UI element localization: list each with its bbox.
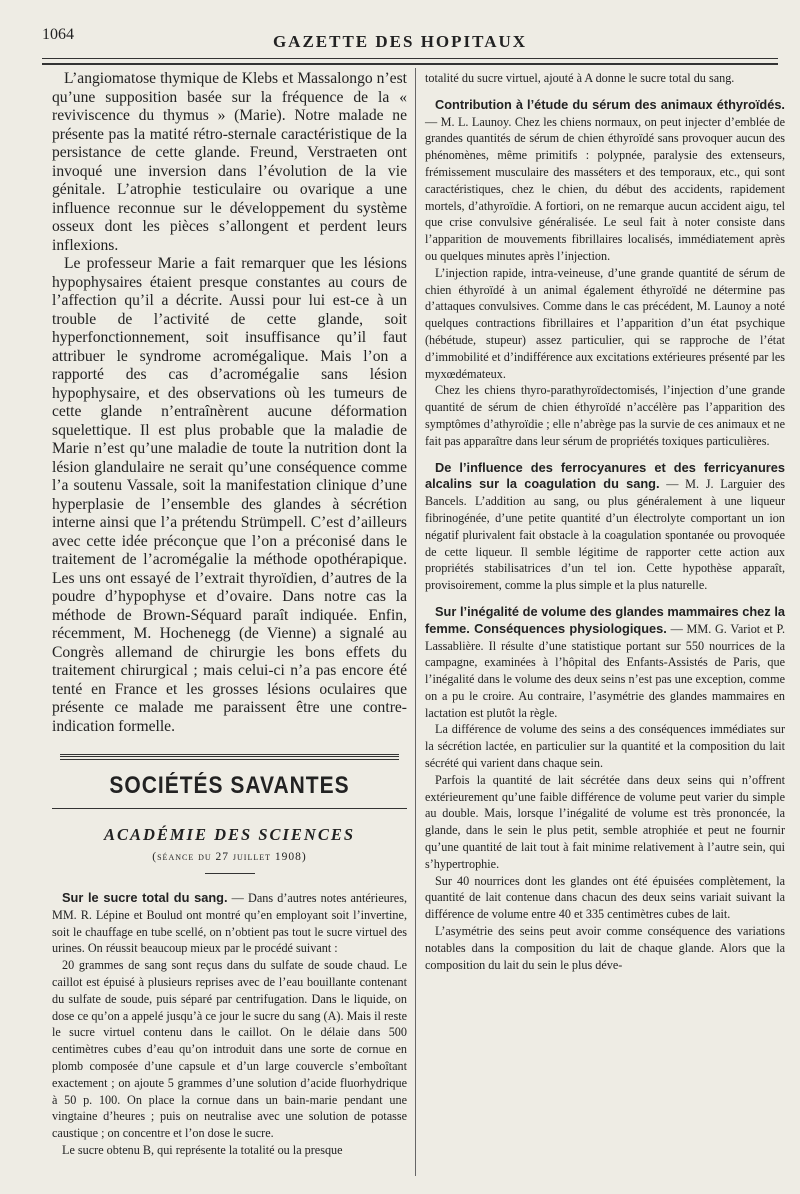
paragraph: Sur 40 nourrices dont les glandes ont été épuisées complètement, la quantité de lait contenue dans chacun des deux seins variait suivant la différence de volume entre 40 et 335 centimètres cubes de lait.	[425, 873, 785, 922]
section-rule-bottom	[52, 808, 407, 809]
article-heading: Sur l’inégalité de volume des glandes mammaires chez la femme. Conséquences physiologiques.	[425, 603, 785, 636]
section-title: SOCIÉTÉS SAVANTES	[109, 772, 350, 799]
header-rule	[42, 58, 778, 59]
paragraph: Le sucre obtenu B, qui représente la totalité ou la presque	[62, 1142, 343, 1157]
article-mamm	[425, 604, 785, 722]
article-text: — M. J. Larguier des Bancels. L’addition au sang, ou plus généralement à une liqueur fibrinogénée, d’une petite quantité d’un électrolyte comportant un ion négatif plurivalent fait obstacle à la coagulation spontanée ou provoquée de cette liqueur. Il semble légitime de rapporter cette action aux propriétés stabilisatrices d’un tel ion. Cette hypothèse apparaît, provisoirement, comme la plus simple et la plus naturelle.	[425, 477, 785, 593]
right-column	[425, 70, 785, 973]
paragraph: totalité du sucre virtuel, ajouté à A donne le sucre total du sang.	[425, 71, 735, 85]
article-text: — MM. G. Variot et P. Lassablière. Il résulte d’une statistique portant sur 550 nourrices de la campagne, examinées à l’hôpital des Enfants-Assistés de Paris, que l’inégalité dans le volume des deux seins n’est pas une exception, comme on a pu le croire. Au contraire, l’asymétrie des glandes mammaires en lactation est plutôt la règle.	[425, 621, 785, 720]
column-divider	[415, 68, 416, 1176]
left-column	[52, 70, 407, 1159]
paragraph: L’asymétrie des seins peut avoir comme conséquence des variations notables dans la composition du lait de chaque glande. Alors que la composition du lait du sein le plus déve-	[425, 924, 785, 972]
article-text: — Dans d’autres notes antérieures, MM. R. Lépine et Boulud ont montré qu’en employant soit l’invertine, soit le chauffage en tube scellé, on n’obtient pas tout le sucre virtuel des urines. On réussit beaucoup mieux par le procédé suivant :	[52, 891, 408, 956]
article-ferro	[425, 460, 785, 594]
article-heading: Sur le sucre total du sang.	[62, 890, 228, 905]
article-sucre	[52, 890, 407, 957]
paragraph: L’angiomatose thymique de Klebs et Massalongo n’est qu’une supposition basée sur la fréquence de la « reviviscence du thymus » (Marie). Notre malade ne présente pas la matité rétro-sternale caractéristique de la persistance de cette glande. Freund, Verstraeten ont invoqué une inversion dans l’évolution de la vie génitale. L’atrophie testiculaire ou ovarique a une influence reconnue sur le développement du système osseux dont les pièces s’allongent et perdent leurs inflexions.	[52, 70, 407, 254]
seance-date: (séance du 27 juillet 1908)	[152, 851, 307, 863]
academy-title: ACADÉMIE DES SCIENCES	[103, 825, 356, 844]
paragraph: Le professeur Marie a fait remarquer que les lésions hypophysaires étaient presque constantes au cours de l’affection qu’il a décrite. Aussi pour lui est-ce à un trouble de l’activité de cette glande, soit hyperfonctionnement, soit insuffisance qu’il faut attribuer le syndrome acromégalique. Mais l’on a rapporté des cas d’acromégalie sans lésion hypophysaire, et des observations où les tumeurs de cette glande n’entraînèrent aucune déformation squelettique. Il est plus probable que la maladie de Marie n’est qu’une maladie de toute la nutrition dont la lésion glandulaire ne serait qu’une conséquence comme l’a soutenu Vassale, soit la manifestation clinique d’une hyperplasie de l’ensemble des glandes à sécrétion interne ainsi que l’a prétendu Strümpell. C’est d’ailleurs avec cette idée préconçue que l’on a préconisé dans le traitement de l’acromégalie la méthode opothérapique. Les uns ont essayé de l’extrait thyroïdien, d’autres de la poudre d’hypophyse et d’ovaire. Dans notre cas la méthode de Brown-Séquard paraît indiquée. Enfin, récemment, M. Hochenegg (de Vienne) a signalé au Congrès allemand de chirurgie les bons effets du traitement chirurgical ; mais celui-ci n’a pas encore été tenté en France et les grosses lésions oculaires que présente ce malade me paraissent être une contre-indication formelle.	[52, 255, 407, 735]
paragraph: Chez les chiens thyro-parathyroïdectomisés, l’injection d’une grande quantité de sérum de chien éthyroïdé n’accélère pas l’apparition des symptômes d’athyroïdie ; elle n’abrège pas la survie de ces animaux et ne fait pas apparaître dans leur sérum de propriétés toxiques particulières.	[425, 383, 785, 448]
header-rule-thick	[42, 63, 778, 65]
paragraph: Parfois la quantité de lait sécrétée dans deux seins qui n’offrent extérieurement qu’une faible différence de volume peut varier du simple au double. Mais, lorsque l’inégalité de volume est très prononcée, la glande, dans le sein le plus petit, semble atrophiée et peut ne fournir qu’une quantité de lait tout à fait minime relativement à l’autre sein, qui s’hypertrophie.	[425, 772, 785, 871]
page-number: 1064	[42, 26, 74, 43]
short-rule	[205, 873, 255, 874]
running-head: GAZETTE DES HOPITAUX	[272, 32, 528, 51]
section-rule	[60, 754, 399, 760]
article-text: — M. L. Launoy. Chez les chiens normaux, on peut injecter d’emblée de grandes quantités de sérum de chien éthyroïdé sans provoquer aucun des phénomènes, même primitifs : polypnée, paralysie des extenseurs, frémissement musculaire des masséters et des temporaux, etc., qui sont caractéristiques, chez le chien, du début des accidents, rapidement mortels, d’athyroïdie. A fortiori, on ne remarque aucun accident aigu, tel que crise convulsive généralisée. Le seul fait à noter consiste dans l’apparition de mouvements fibrillaires localisés, immédiatement après ou quelques minutes après l’injection.	[425, 114, 785, 263]
paragraph: 20 grammes de sang sont reçus dans du sulfate de soude chaud. Le caillot est épuisé à plusieurs reprises avec de l’eau bouillante contenant du sulfate de soude, puis séparé par centrifugation. Dans le liquide, on dose ce qu’on a appelé jusqu’à ce jour le sucre du sang (A). Mais il reste le sucre virtuel contenu dans le caillot. On le délaie dans 500 centimètres cubes d’eau qu’on introduit dans une sorte de cornue en plomb composée d’une capsule et d’un large couvercle s’emboîtant exactement ; on ajoute 5 grammes d’une solution d’acide fluorhydrique à 50 p. 100. On place la cornue dans un bain-marie pendant une vingtaine d’heures ; puis on neutralise avec une solution de potasse caustique ; on concentre et l’on dose le sucre.	[52, 958, 407, 1141]
paragraph: La différence de volume des seins a des conséquences immédiates sur la sécrétion lactée, en particulier sur la quantité et la composition du lait sécrété qui varient dans chaque sein.	[425, 722, 785, 771]
article-heading: De l’influence des ferrocyanures et des ferricyanures alcalins sur la coagulation du sang.	[425, 459, 785, 492]
article-serum	[425, 97, 785, 265]
article-heading: Contribution à l’étude du sérum des animaux éthyroïdés.	[435, 96, 785, 112]
paragraph: L’injection rapide, intra-veineuse, d’une grande quantité de sérum de chien éthyroïdé à un animal également éthyroïdé ne détermine pas d’attaques convulsives. Comme dans le cas précédent, M. Launoy a noté quelques contractions fibrillaires et l’apparition d’un état psychique (hébétude, stupeur) assez particulier, qui se rapproche de l’état d’immobilité et d’indifférence aux excitations extérieures présenté par les myxœdémateux.	[425, 265, 785, 381]
